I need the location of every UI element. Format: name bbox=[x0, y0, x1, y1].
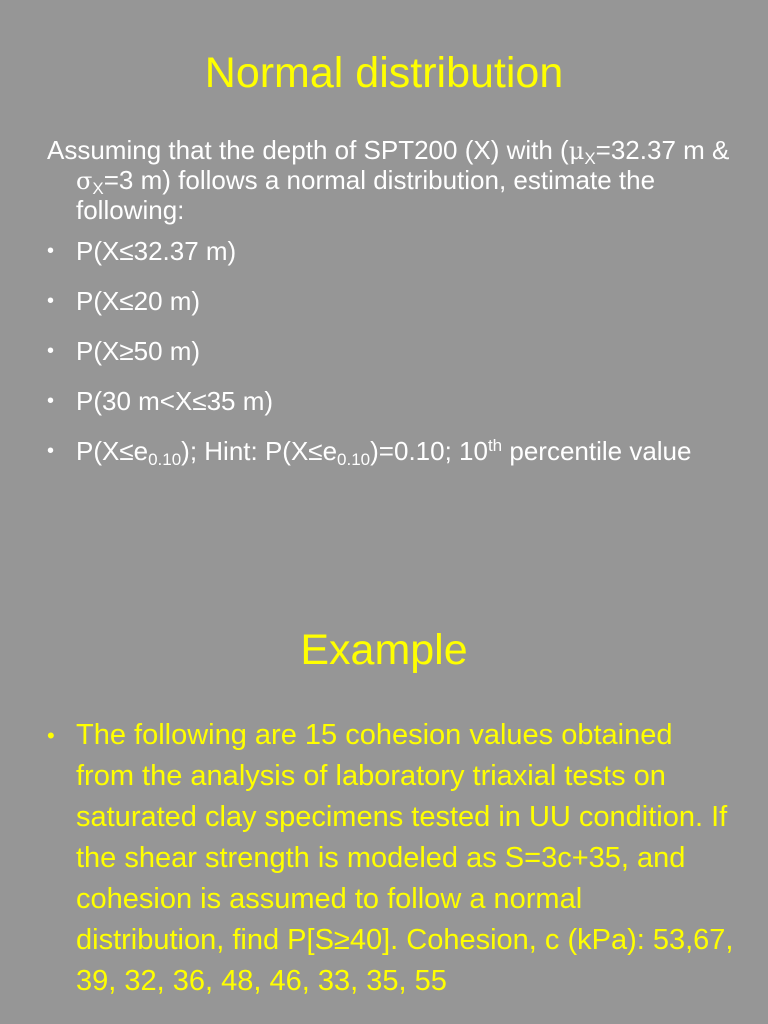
slide-example bbox=[0, 560, 768, 1024]
intro-text-1: Assuming that the depth of SPT200 (X) with ( bbox=[47, 135, 569, 165]
bullet-icon: • bbox=[47, 290, 55, 312]
problem-statement bbox=[47, 136, 766, 225]
example-list bbox=[47, 715, 737, 1002]
question-text: P(X≥50 m) bbox=[76, 336, 201, 366]
list-item bbox=[47, 287, 737, 316]
sigma-symbol: σ bbox=[76, 167, 93, 195]
question-text: P(X≤32.37 m) bbox=[76, 236, 237, 266]
question-text: P(30 m<X≤35 m) bbox=[76, 386, 274, 416]
bullet-icon: • bbox=[47, 340, 55, 362]
mu-symbol: μ bbox=[568, 137, 585, 165]
intro-text-2: =32.37 m & bbox=[595, 135, 730, 165]
list-item bbox=[47, 387, 737, 416]
percentile-superscript: th bbox=[487, 436, 503, 455]
example-text: The following are 15 cohesion values obtained from the analysis of laboratory triaxial tests on saturated clay specimens tested in UU condition. If the shear strength is modeled as S=3c+35, and cohesion is assumed to follow a normal distribution, find P[S≥40]. Cohesion, c (kPa): 53,67, 39, 32, 36, 48, 46, 33, 35, 55 bbox=[76, 719, 734, 997]
list-item bbox=[47, 715, 737, 1002]
bullet-icon: • bbox=[47, 390, 55, 412]
percentile-text-a: P(X≤e bbox=[76, 436, 149, 466]
bullet-icon: • bbox=[47, 440, 55, 462]
bullet-icon: • bbox=[47, 723, 55, 748]
percentile-subscript-a: 0.10 bbox=[148, 450, 182, 469]
percentile-text-d: percentile value bbox=[502, 436, 692, 466]
list-item bbox=[47, 337, 737, 366]
list-item bbox=[47, 436, 737, 469]
slide-title: Normal distribution bbox=[204, 49, 564, 97]
percentile-text-c: )=0.10; 10 bbox=[370, 436, 488, 466]
percentile-subscript-b: 0.10 bbox=[337, 450, 371, 469]
slide-title: Example bbox=[300, 626, 468, 674]
intro-text-3: =3 m) follows a normal distribution, estimate the following: bbox=[76, 165, 656, 225]
percentile-text-b: ); Hint: P(X≤e bbox=[181, 436, 338, 466]
list-item bbox=[47, 237, 737, 266]
question-list bbox=[47, 237, 737, 487]
bullet-icon: • bbox=[47, 240, 55, 262]
mu-subscript: X bbox=[584, 149, 596, 168]
sigma-subscript: X bbox=[92, 179, 104, 198]
question-text: P(X≤20 m) bbox=[76, 286, 201, 316]
